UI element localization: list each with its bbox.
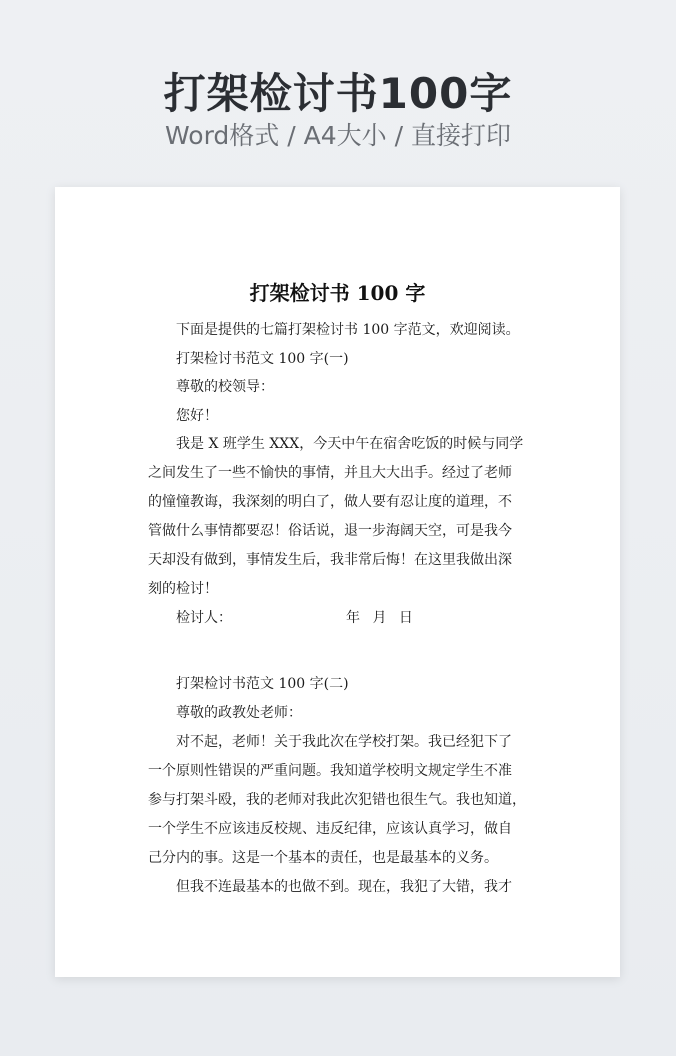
- sample2-body-line: 一个原则性错误的严重问题。我知道学校明文规定学生不准: [148, 763, 512, 779]
- document-title: 打架检讨书 100 字: [249, 281, 426, 305]
- sample2-body-line: 对不起，老师！关于我此次在学校打架。我已经犯下了: [176, 734, 512, 750]
- sample1-salutation: 尊敬的校领导：: [176, 379, 274, 395]
- sample1-body-line: 的憧憧教诲，我深刻的明白了，做人要有忍让度的道理，不: [148, 494, 512, 510]
- sample1-body-line: 天却没有做到，事情发生后，我非常后悔！在这里我做出深: [148, 552, 512, 568]
- banner-title: 打架检讨书100字: [163, 69, 513, 118]
- sample1-heading: 打架检讨书范文 100 字(一): [176, 351, 349, 367]
- signature-date: 年 月 日: [346, 610, 417, 626]
- sample1-body-line: 管做什么事情都要忍！俗话说，退一步海阔天空，可是我今: [148, 523, 512, 539]
- sample1-body-line: 我是 X 班学生 XXX，今天中午在宿舍吃饭的时候与同学: [176, 436, 524, 452]
- sample2-body-line: 但我不连最基本的也做不到。现在，我犯了大错，我才: [176, 879, 512, 895]
- signer-label: 检讨人：: [176, 610, 232, 626]
- sample2-salutation: 尊敬的政教处老师：: [176, 705, 302, 721]
- sample1-body-line: 刻的检讨！: [148, 581, 218, 597]
- intro-text: 下面是提供的七篇打架检讨书 100 字范文，欢迎阅读。: [176, 322, 520, 338]
- sample2-body-line: 己分内的事。这是一个基本的责任，也是最基本的义务。: [148, 850, 498, 866]
- sample1-body-line: 之间发生了一些不愉快的事情，并且大大出手。经过了老师: [148, 465, 512, 481]
- sample2-body-line: 一个学生不应该违反校规、违反纪律，应该认真学习，做自: [148, 821, 512, 837]
- document-page: [55, 187, 620, 977]
- sample2-heading: 打架检讨书范文 100 字(二): [176, 676, 349, 692]
- banner-subtitle: Word格式 / A4大小 / 直接打印: [165, 121, 511, 150]
- sample2-body-line: 参与打架斗殴，我的老师对我此次犯错也很生气。我也知道，: [148, 792, 526, 808]
- sample1-greeting: 您好！: [176, 408, 218, 424]
